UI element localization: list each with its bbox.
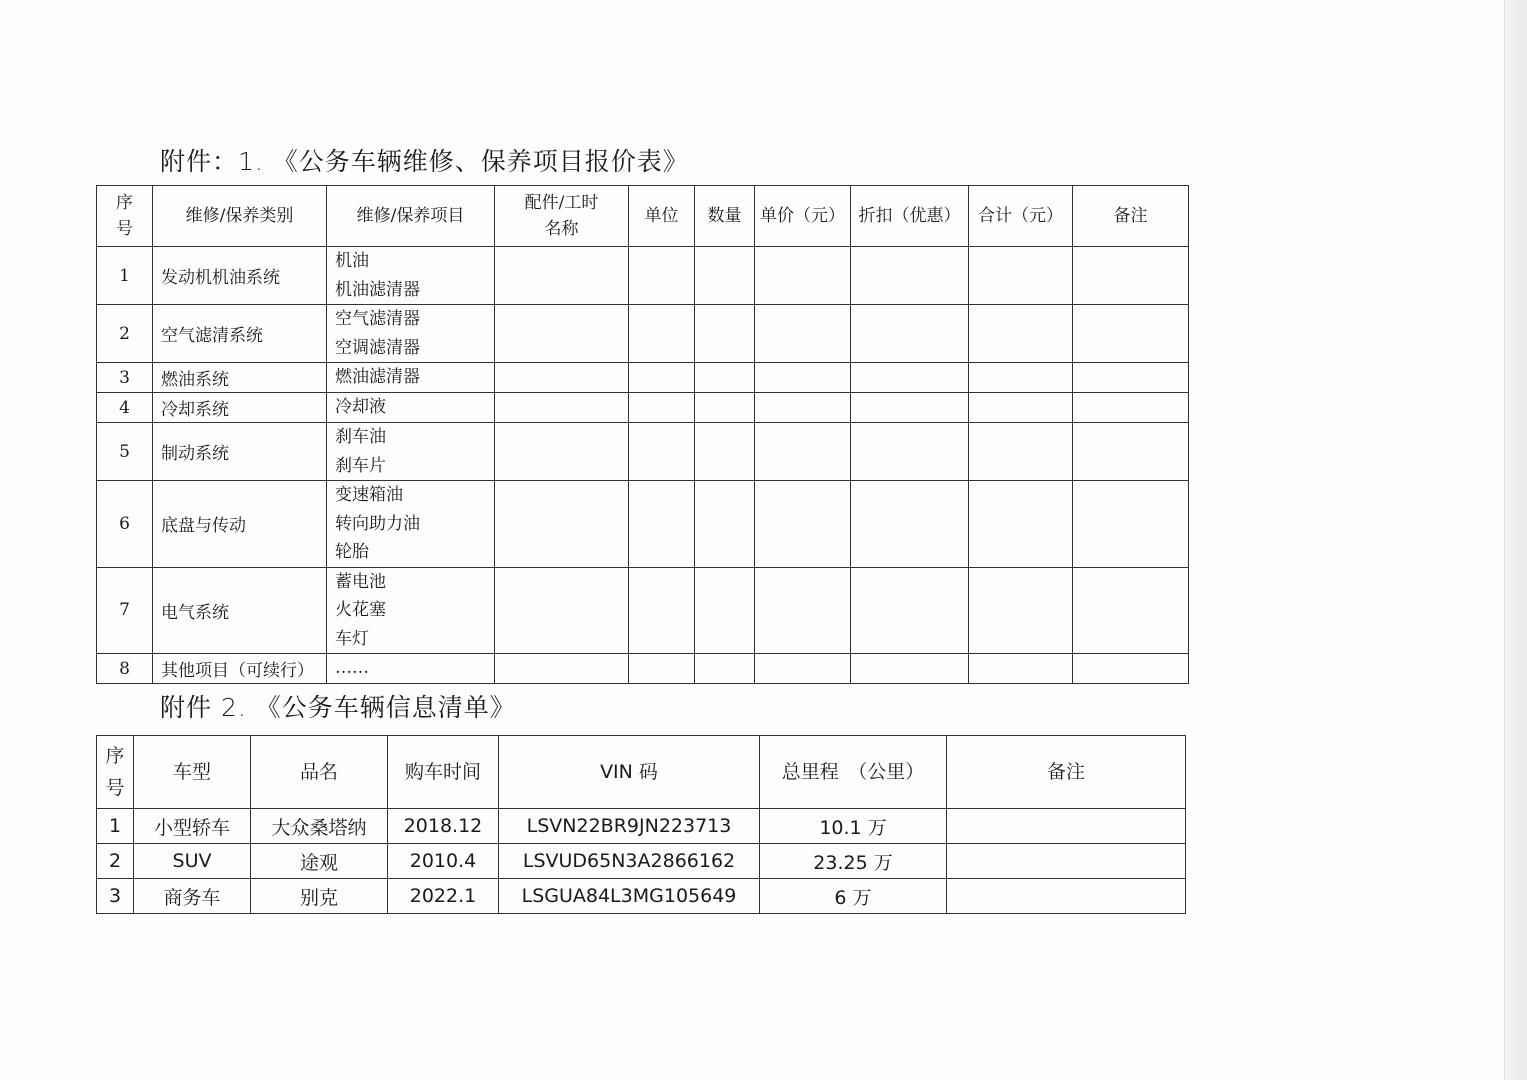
header-seq — [97, 186, 153, 247]
cell-discount[interactable] — [851, 363, 969, 393]
header-part-bottom: 名称 — [544, 219, 579, 239]
cell-price[interactable] — [755, 393, 851, 423]
cell-remark[interactable] — [1073, 481, 1189, 568]
cell-discount[interactable] — [851, 393, 969, 423]
cell-price[interactable] — [755, 423, 851, 481]
cell-discount[interactable] — [851, 654, 969, 684]
cell-type: 小型轿车 — [134, 809, 251, 844]
item-text: 机油滤清器 — [335, 279, 420, 300]
quote-header-row — [97, 186, 1189, 247]
cell-part[interactable] — [495, 481, 629, 568]
header-total: 合计（元） — [969, 186, 1073, 247]
cell-type: 商务车 — [134, 879, 251, 914]
header-remark: 备注 — [1073, 186, 1189, 247]
cell-qty[interactable] — [695, 393, 755, 423]
cell-vin: LSVUD65N3A2866162 — [499, 844, 760, 879]
table-row — [97, 844, 1186, 879]
cell-discount[interactable] — [851, 481, 969, 568]
scan-edge — [1504, 0, 1527, 1080]
cell-category: 空气滤清系统 — [153, 305, 327, 363]
cell-remark[interactable] — [1073, 654, 1189, 684]
cell-unit[interactable] — [629, 305, 695, 363]
cell-category: 底盘与传动 — [153, 481, 327, 568]
cell-price[interactable] — [755, 247, 851, 305]
quote-table — [96, 185, 1189, 684]
cell-vin: LSGUA84L3MG105649 — [499, 879, 760, 914]
cell-remark[interactable] — [947, 879, 1186, 914]
header-item: 维修/保养项目 — [327, 186, 495, 247]
cell-total[interactable] — [969, 481, 1073, 568]
cell-unit[interactable] — [629, 423, 695, 481]
cell-date: 2010.4 — [388, 844, 499, 879]
item-text: 冷却液 — [335, 397, 386, 418]
cell-name: 大众桑塔纳 — [251, 809, 388, 844]
item-text: 轮胎 — [335, 542, 369, 562]
cell-category — [153, 654, 327, 684]
cell-date: 2022.1 — [388, 879, 499, 914]
item-text: 蓄电池 — [335, 571, 386, 592]
cell-items — [327, 654, 495, 684]
cell-seq: 2 — [97, 844, 134, 879]
cell-qty[interactable] — [695, 363, 755, 393]
header-part — [495, 186, 629, 247]
attachment2-title: 附件 2. 《公务车辆信息清单》 — [160, 693, 516, 722]
cell-part[interactable] — [495, 654, 629, 684]
cell-unit[interactable] — [629, 247, 695, 305]
cell-price[interactable] — [755, 481, 851, 568]
cell-qty[interactable] — [695, 654, 755, 684]
table-row — [97, 654, 1189, 684]
cell-vin: LSVN22BR9JN223713 — [499, 809, 760, 844]
table-row — [97, 305, 1189, 363]
item-text: 转向助力油 — [335, 513, 420, 534]
cell-items — [327, 423, 495, 481]
item-text: 空调滤清器 — [335, 337, 420, 358]
item-text: 变速箱油 — [335, 485, 403, 505]
cell-items — [327, 567, 495, 654]
cell-remark[interactable] — [947, 844, 1186, 879]
header-seq — [97, 736, 134, 809]
cell-qty[interactable] — [695, 305, 755, 363]
header-seq-bottom: 号 — [116, 219, 133, 239]
item-text: 空气滤清器 — [335, 309, 420, 329]
cell-name: 别克 — [251, 879, 388, 914]
header-seq-bottom: 号 — [105, 777, 125, 799]
item-text: 火花塞 — [335, 600, 386, 620]
cell-items — [327, 363, 495, 393]
cell-part[interactable] — [495, 393, 629, 423]
vehicle-header-row — [97, 736, 1186, 809]
cell-total[interactable] — [969, 654, 1073, 684]
cell-remark[interactable] — [1073, 305, 1189, 363]
header-remark: 备注 — [947, 736, 1186, 809]
header-price: 单价（元） — [755, 186, 851, 247]
cell-name: 途观 — [251, 844, 388, 879]
cell-discount[interactable] — [851, 247, 969, 305]
header-date: 购车时间 — [388, 736, 499, 809]
cell-price[interactable] — [755, 567, 851, 654]
cell-unit[interactable] — [629, 481, 695, 568]
cell-seq: 3 — [97, 879, 134, 914]
cell-qty[interactable] — [695, 247, 755, 305]
cell-seq: 8 — [97, 654, 153, 684]
cell-category: 制动系统 — [153, 423, 327, 481]
cell-price[interactable] — [755, 363, 851, 393]
cell-seq: 7 — [97, 567, 153, 654]
cell-type: SUV — [134, 844, 251, 879]
header-name: 品名 — [251, 736, 388, 809]
cell-items — [327, 393, 495, 423]
cell-category: 燃油系统 — [153, 363, 327, 393]
cell-category: 发动机机油系统 — [153, 247, 327, 305]
attachment1-title: 附件：1. 《公务车辆维修、保养项目报价表》 — [160, 147, 689, 176]
header-part-top: 配件/工时 — [524, 193, 599, 213]
cell-price[interactable] — [755, 654, 851, 684]
cell-unit[interactable] — [629, 654, 695, 684]
cell-total[interactable] — [969, 305, 1073, 363]
item-text: 燃油滤清器 — [335, 367, 420, 388]
header-unit: 单位 — [629, 186, 695, 247]
cell-category: 电气系统 — [153, 567, 327, 654]
table-row — [97, 567, 1189, 654]
item-text: 刹车油 — [335, 427, 386, 447]
table-row — [97, 809, 1186, 844]
cell-seq: 1 — [97, 809, 134, 844]
cell-discount[interactable] — [851, 567, 969, 654]
cell-qty[interactable] — [695, 481, 755, 568]
cell-part[interactable] — [495, 363, 629, 393]
header-discount: 折扣（优惠） — [851, 186, 969, 247]
header-category: 维修/保养类别 — [153, 186, 327, 247]
cell-seq: 3 — [97, 363, 153, 393]
cell-date: 2018.12 — [388, 809, 499, 844]
item-text: …… — [335, 658, 369, 679]
item-text: 刹车片 — [335, 455, 386, 476]
table-row — [97, 423, 1189, 481]
cell-items — [327, 247, 495, 305]
cell-discount[interactable] — [851, 305, 969, 363]
cell-total[interactable] — [969, 567, 1073, 654]
cell-seq: 1 — [97, 247, 153, 305]
header-seq-top: 序 — [116, 193, 133, 213]
header-mileage: 总里程 （公里） — [760, 736, 947, 809]
cell-remark[interactable] — [1073, 363, 1189, 393]
cell-seq: 4 — [97, 393, 153, 423]
cell-mileage: 6 万 — [760, 879, 947, 914]
cell-mileage: 10.1 万 — [760, 809, 947, 844]
vehicle-table — [96, 735, 1186, 914]
cell-qty[interactable] — [695, 423, 755, 481]
cell-part[interactable] — [495, 305, 629, 363]
table-row — [97, 481, 1189, 568]
cell-part[interactable] — [495, 567, 629, 654]
cell-total[interactable] — [969, 247, 1073, 305]
header-vin: VIN 码 — [499, 736, 760, 809]
table-row — [97, 363, 1189, 393]
cell-remark[interactable] — [1073, 247, 1189, 305]
cell-price[interactable] — [755, 305, 851, 363]
cell-unit[interactable] — [629, 363, 695, 393]
cell-items — [327, 481, 495, 568]
cell-remark[interactable] — [1073, 393, 1189, 423]
cell-seq: 5 — [97, 423, 153, 481]
cell-seq: 2 — [97, 305, 153, 363]
header-seq-top: 序 — [105, 745, 125, 767]
header-qty: 数量 — [695, 186, 755, 247]
cell-remark[interactable] — [1073, 423, 1189, 481]
category-text: 其他项目（可续行） — [161, 661, 314, 681]
table-row — [97, 393, 1189, 423]
cell-discount[interactable] — [851, 423, 969, 481]
cell-total[interactable] — [969, 393, 1073, 423]
cell-remark[interactable] — [947, 809, 1186, 844]
cell-part[interactable] — [495, 423, 629, 481]
item-text: 车灯 — [335, 628, 369, 649]
cell-items — [327, 305, 495, 363]
cell-part[interactable] — [495, 247, 629, 305]
table-row — [97, 879, 1186, 914]
cell-mileage: 23.25 万 — [760, 844, 947, 879]
cell-qty[interactable] — [695, 567, 755, 654]
table-row — [97, 247, 1189, 305]
cell-total[interactable] — [969, 363, 1073, 393]
cell-category: 冷却系统 — [153, 393, 327, 423]
cell-unit[interactable] — [629, 393, 695, 423]
header-type: 车型 — [134, 736, 251, 809]
cell-remark[interactable] — [1073, 567, 1189, 654]
item-text: 机油 — [335, 251, 369, 271]
cell-total[interactable] — [969, 423, 1073, 481]
cell-unit[interactable] — [629, 567, 695, 654]
cell-seq: 6 — [97, 481, 153, 568]
